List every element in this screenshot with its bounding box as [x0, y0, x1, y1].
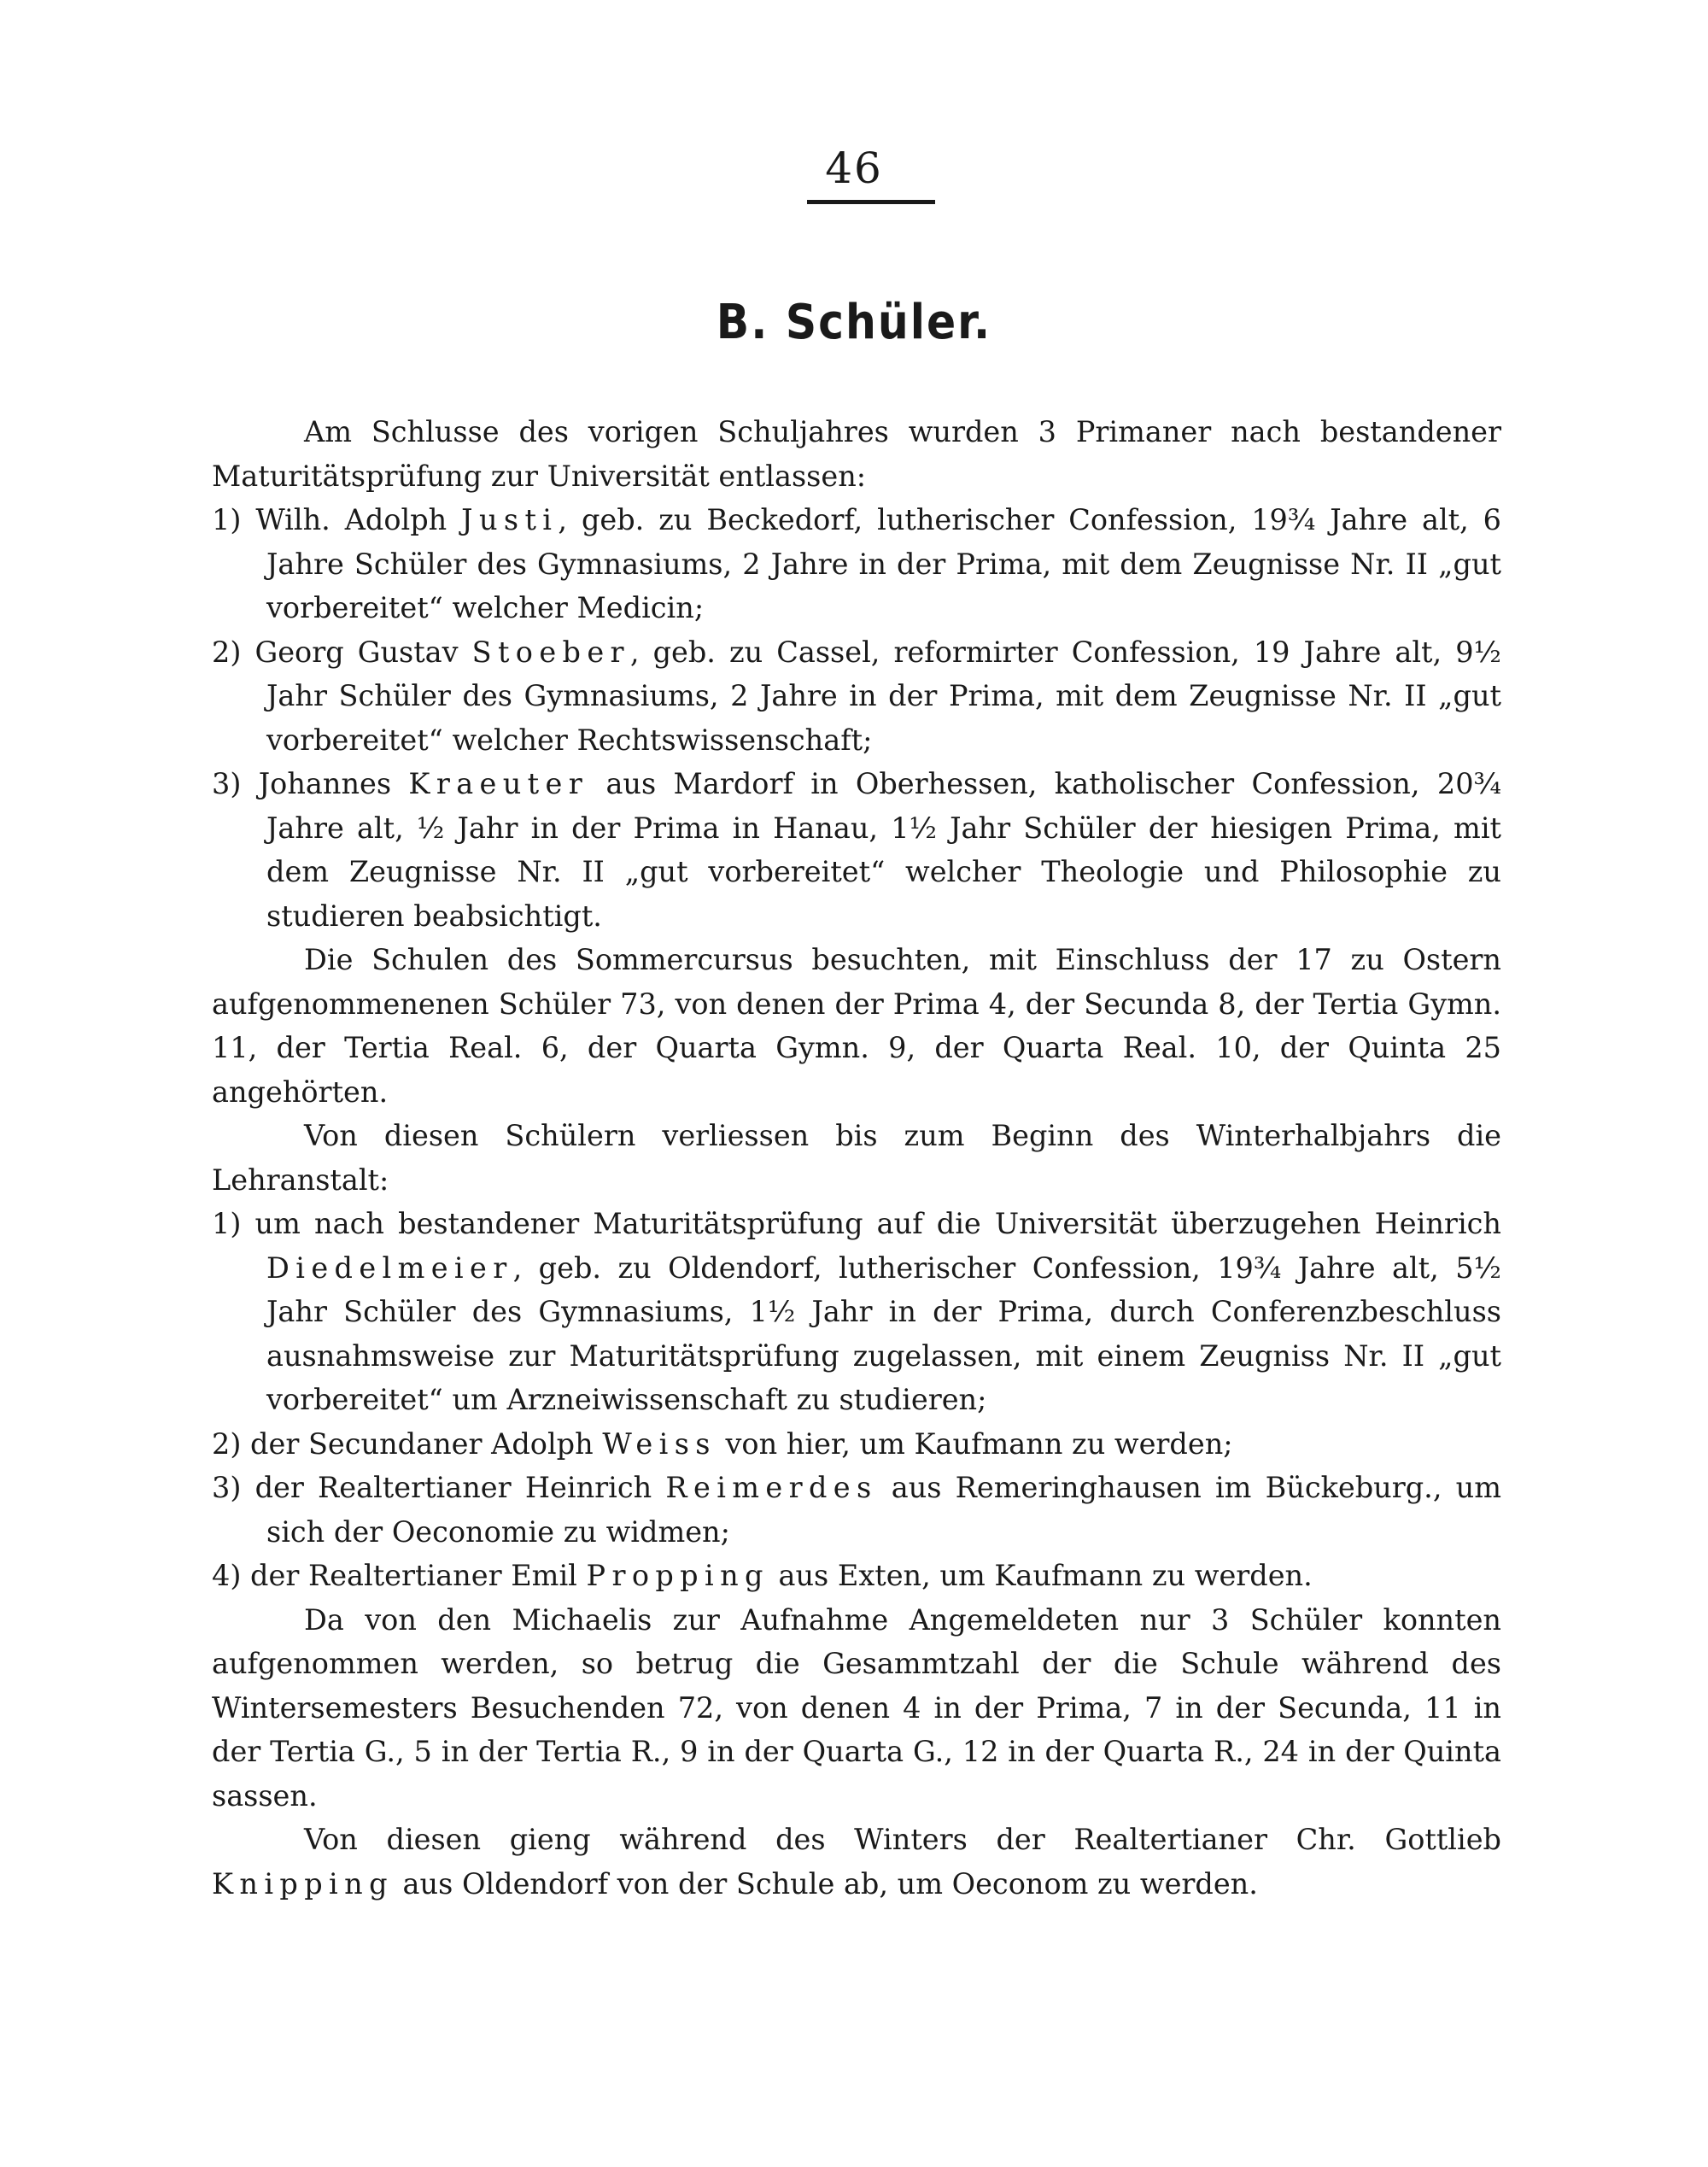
leaver-item-2: 2) der Secundaner Adolph Weiss von hier, um Kaufmann zu werden; [212, 1422, 1501, 1467]
winter-paragraph: Da von den Michaelis zur Aufnahme Angemeldeten nur 3 Schüler konnten aufgenommen werden, so betrug die Gesammtzahl der die Schule während des Wintersemesters Besuchenden 72, von denen 4 in der Prima, 7 in der Secunda, 11 in der Tertia G., 5 in der Tertia R., 9 in der Quarta G., 12 in der Quarta R., 24 in der Quinta sassen. [212, 1602, 1501, 1813]
item-number: 2) [212, 635, 242, 669]
item-number: 3) [212, 1471, 242, 1504]
person-name: Justi [461, 503, 559, 536]
graduate-item-2: 2) Georg Gustav Stoeber, geb. zu Cassel, reformirter Confession, 19 Jahre alt, 9½ Jahr Schüler des Gymnasiums, 2 Jahre in der Prima, mit dem Zeugnisse Nr. II „gut vorbereitet“ welcher Rechtswissenschaft; [212, 630, 1501, 763]
final-paragraph: Von diesen gieng während des Winters der Realtertianer Chr. Gottlieb Knipping aus Oldendorf von der Schule ab, um Oeconom zu werden. [212, 1823, 1501, 1901]
item-number: 2) [212, 1426, 242, 1461]
person-name: Stoeber [471, 635, 630, 669]
item-number: 4) [212, 1559, 242, 1592]
summer-paragraph: Die Schulen des Sommercursus besuchten, mit Einschluss der 17 zu Ostern aufgenommenenen Schüler 73, von denen der Prima 4, der Secunda 8, der Tertia Gymn. 11, der Tertia Real. 6, der Quarta Gymn. 9, der Quarta Real. 10, der Quinta 25 angehörten. [212, 943, 1501, 1109]
item-number: 3) [212, 767, 242, 800]
person-name: Propping [586, 1559, 769, 1592]
leavers-intro-paragraph: Von diesen Schülern verliessen bis zum Beginn des Winterhalbjahrs die Lehranstalt: [212, 1119, 1501, 1197]
intro-paragraph: Am Schlusse des vorigen Schuljahres wurden 3 Primaner nach bestandener Maturitätsprüfung zur Universität entlassen: [212, 415, 1501, 493]
person-name: Weiss [602, 1426, 717, 1461]
section-title: B. Schüler. [716, 295, 992, 350]
person-name: Kraeuter [408, 767, 589, 800]
document-body [212, 410, 1501, 1906]
item-number: 1) [212, 1207, 242, 1240]
leaver-item-1: 1) um nach bestandener Maturitätsprüfung auf die Universität überzugehen Heinrich Diedelmeier, geb. zu Oldendorf, lutherischer Confession, 19¾ Jahre alt, 5½ Jahr Schüler des Gymnasiums, 1½ Jahr in der Prima, durch Conferenzbeschluss ausnahmsweise zur Maturitätsprüfung zugelassen, mit einem Zeugniss Nr. II „gut vorbereitet“ um Arzneiwissenschaft zu studieren; [212, 1202, 1501, 1422]
leaver-item-4: 4) der Realtertianer Emil Propping aus Exten, um Kaufmann zu werden. [212, 1554, 1501, 1598]
item-number: 1) [212, 503, 242, 536]
graduate-item-3: 3) Johannes Kraeuter aus Mardorf in Oberhessen, katholischer Confession, 20¾ Jahre alt, ½ Jahr in der Prima in Hanau, 1½ Jahr Schüler der hiesigen Prima, mit dem Zeugnisse Nr. II „gut vorbereitet“ welcher Theologie und Philosophie zu studieren beabsichtigt. [212, 762, 1501, 938]
graduate-item-1: 1) Wilh. Adolph Justi, geb. zu Beckedorf, lutherischer Confession, 19¾ Jahre alt, 6 Jahre Schüler des Gymnasiums, 2 Jahre in der Prima, mit dem Zeugnisse Nr. II „gut vorbereitet“ welcher Medicin; [212, 498, 1501, 630]
person-name: Knipping [212, 1866, 394, 1901]
person-name: Reimerdes [665, 1471, 878, 1504]
page-number-rule [807, 200, 935, 204]
page-number: 46 [825, 143, 883, 193]
person-name: Diedelmeier [266, 1250, 513, 1285]
leaver-item-3: 3) der Realtertianer Heinrich Reimerdes aus Remeringhausen im Bückeburg., um sich der Oeconomie zu widmen; [212, 1466, 1501, 1554]
